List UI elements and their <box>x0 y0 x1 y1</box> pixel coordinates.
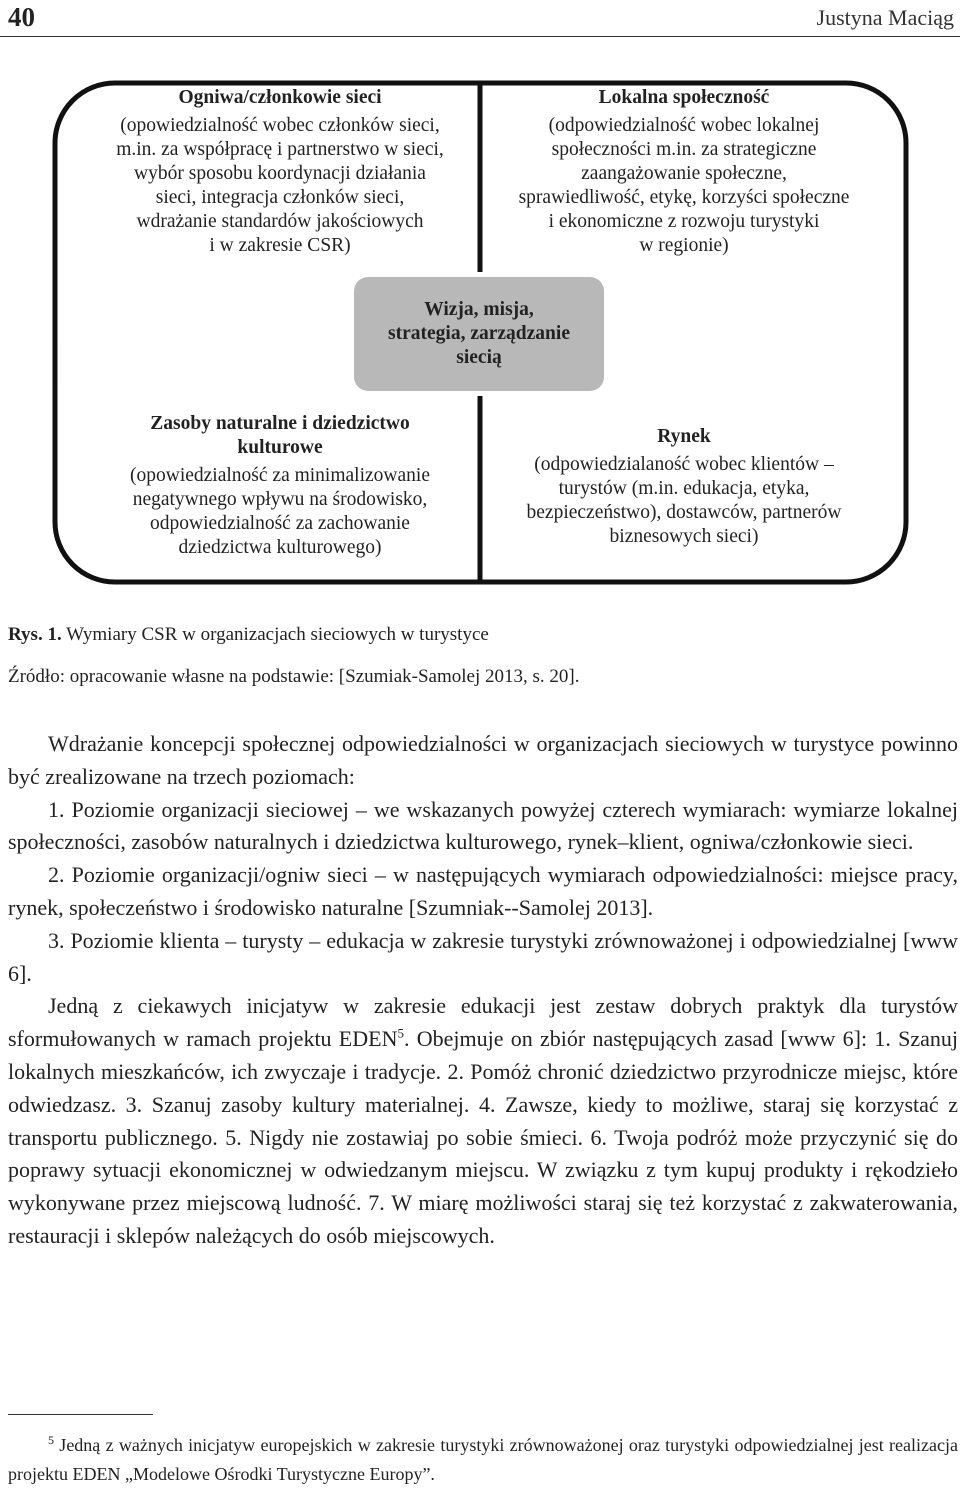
center-line: strategia, zarządzanie <box>388 323 570 344</box>
quadrant-title: Zasoby naturalne i dziedzictwo <box>150 413 410 434</box>
quadrant-line: dziedzictwa kulturowego) <box>178 537 382 558</box>
paragraph-text: . Obejmuje on zbiór następujących zasad [www 6]: 1. Szanuj lokalnych mieszkańców, ich zwyczaje i tradycje. 2. Pomóż chronić dziedzictwo przyrodnicze miejsc, które odwiedzasz. 3. Szanuj zasoby kultury materialnej. 4. Zawsze, kiedy to możliwe, staraj się korzystać z transportu publicznego. 5. Nigdy nie zostawiaj po sobie śmieci. 6. Twoja podróż może przyczynić się do poprawy sytuacji ekonomicznej w odwiedzanym miejscu. W związku z tym kupuj produkty i rękodzieło wykonywane przez miejscową ludność. 7. W miarę możliwości staraj się też korzystać z zakwaterowania, restauracji i sklepów należących do osób miejscowych. <box>8 1026 958 1248</box>
quadrant-line: odpowiedzialność za zachowanie <box>150 513 410 534</box>
footnote-marker: 5 <box>48 1433 54 1447</box>
quadrant-line: biznesowych sieci) <box>609 526 759 547</box>
paragraph: 1. Poziomie organizacji sieciowej – we wskazanych powyżej czterech wymiarach: wymiarze lokalnej społeczności, zasobów naturalnych i dziedzictwa kulturowego, rynek–klient, ogniwa/członkowie sieci. <box>8 796 958 855</box>
quadrant-line: wdrażanie standardów jakościowych <box>136 211 424 232</box>
quadrant-line: (opowiedzialność wobec członków sieci, <box>120 115 440 136</box>
quadrant-title: kulturowe <box>237 437 323 458</box>
quadrant-line: (odpowiedzialaność wobec klientów – <box>534 454 834 475</box>
footnote-ref[interactable]: 5 <box>397 1025 404 1041</box>
body-text <box>8 728 958 1253</box>
quadrant-market <box>484 425 884 549</box>
quadrant-title: Ogniwa/członkowie sieci <box>178 87 382 108</box>
footnote-text: Jedną z ważnych inicjatyw europejskich w zakresie turystyki zrównoważonej oraz turystyki odpowiedzialnej jest realizacja projektu EDEN „Modelowe Ośrodki Turystyczne Europy”. <box>8 1435 958 1484</box>
page-header <box>0 0 960 40</box>
quadrant-line: m.in. za współpracę i partnerstwo w sieci, <box>116 139 444 160</box>
paragraph: Wdrażanie koncepcji społecznej odpowiedzialności w organizacjach sieciowych w turystyce powinno być zrealizowane na trzech poziomach: <box>8 731 958 789</box>
running-header-author: Justyna Maciąg <box>816 5 954 30</box>
paragraph-text: Jedną z ciekawych inicjatyw w zakresie edukacji jest zestaw dobrych praktyk dla turystów sformułowanych w ramach projektu EDEN <box>8 993 958 1052</box>
paragraph: 3. Poziomie klienta – turysty – edukacja w zakresie turystyki zrównoważonej i odpowiedzialnej [www 6]. <box>8 927 958 986</box>
quadrant-line: bezpieczeństwo), dostawców, partnerów <box>526 502 842 523</box>
center-line: siecią <box>456 347 502 368</box>
figure-caption <box>8 624 489 646</box>
page-number: 40 <box>8 2 35 32</box>
quadrant-line: w regionie) <box>639 235 729 256</box>
center-vision-box <box>354 277 604 391</box>
quadrant-line: sieci, integracja członków sieci, <box>155 187 405 208</box>
caption-text: Wymiary CSR w organizacjach sieciowych w turystyce <box>61 624 489 645</box>
paragraph <box>8 990 958 1252</box>
paragraph: 2. Poziomie organizacji/ogniw sieci – w następujących wymiarach odpowiedzialności: miejsce pracy, rynek, społeczeństwo i środowisko naturalne [Szumniak--Samolej 2013]. <box>8 862 958 920</box>
quadrant-title: Lokalna społeczność <box>598 87 770 108</box>
center-line: Wizja, misja, <box>424 299 534 320</box>
quadrant-local-community <box>484 86 884 258</box>
quadrant-line: (odpowiedzialność wobec lokalnej <box>548 115 820 136</box>
quadrant-line: i ekonomiczne z rozwoju turystyki <box>548 211 820 232</box>
footnote <box>8 1426 958 1489</box>
quadrant-line: zaangażowanie społeczne, <box>581 163 787 184</box>
quadrant-line: (opowiedzialność za minimalizowanie <box>130 465 430 486</box>
figure-source: Źródło: opracowanie własne na podstawie: [Szumiak-Samolej 2013, s. 20]. <box>8 666 580 687</box>
footnote-divider <box>8 1414 153 1415</box>
quadrant-line: turystów (m.in. edukacja, etyka, <box>558 478 810 499</box>
quadrant-line: wybór sposobu koordynacji działania <box>134 163 426 184</box>
quadrant-line: i w zakresie CSR) <box>209 235 351 256</box>
csr-dimensions-figure <box>52 80 909 585</box>
quadrant-line: negatywnego wpływu na środowisko, <box>132 489 428 510</box>
quadrant-line: społeczności m.in. za strategiczne <box>551 139 817 160</box>
header-divider <box>0 36 960 37</box>
quadrant-line: sprawiedliwość, etykę, korzyści społeczne <box>518 187 850 208</box>
quadrant-network-members <box>80 86 480 258</box>
quadrant-natural-heritage <box>80 412 480 560</box>
caption-label: Rys. 1. <box>8 624 62 645</box>
quadrant-title: Rynek <box>657 426 711 447</box>
